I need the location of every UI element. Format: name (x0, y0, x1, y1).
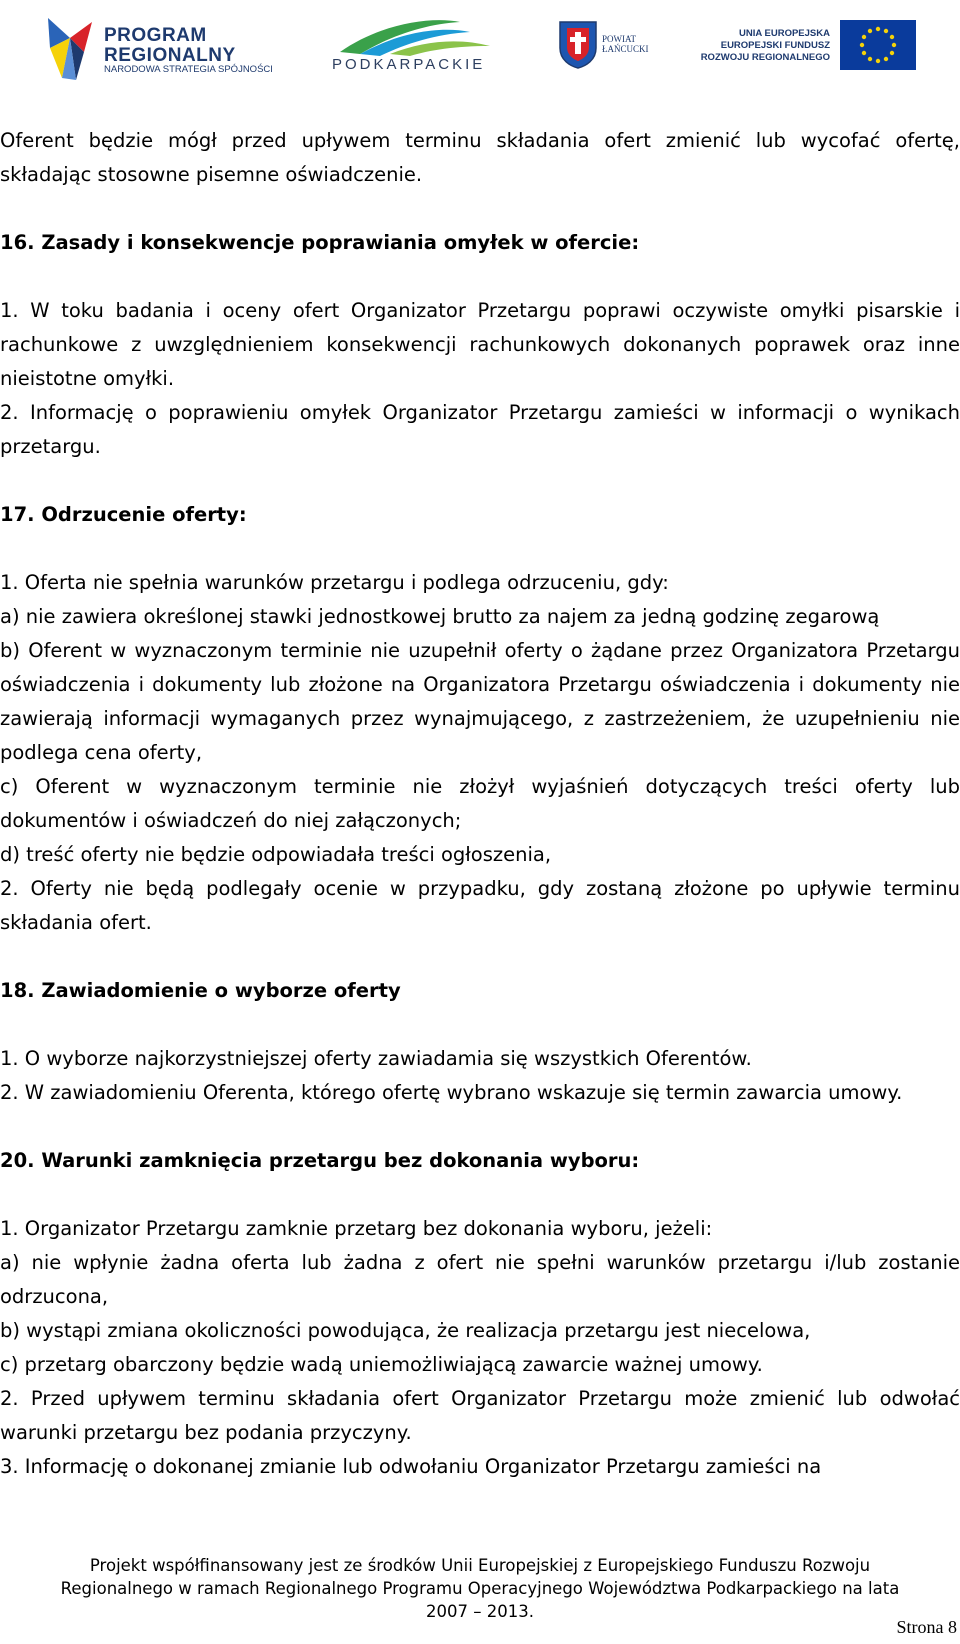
program-regionalny-logo (40, 8, 280, 84)
section-17-item-a: a) nie zawiera określonej stawki jednostkowej brutto za najem za jedną godzinę zegarową (0, 605, 880, 628)
section-16-title: 16. Zasady i konsekwencje poprawiania omyłek w ofercie: (0, 231, 640, 254)
paragraph-withdraw-offer: Oferent będzie mógł przed upływem terminu składania ofert zmienić lub wycofać ofertę, składając stosowne pisemne oświadczenie. (0, 129, 960, 186)
eu-flag-icon (840, 20, 916, 70)
program-logo-line3: NARODOWA STRATEGIA SPÓJNOŚCI (104, 64, 273, 75)
footer-line-3: 2007 – 2013. (426, 1602, 534, 1621)
page-number: Strona 8 (896, 1617, 957, 1637)
podkarpackie-waves-icon (330, 18, 500, 58)
page-header (0, 0, 960, 100)
coat-of-arms-icon (558, 20, 598, 70)
section-17-item-1: 1. Oferta nie spełnia warunków przetargu i podlega odrzuceniu, gdy: (0, 571, 669, 594)
section-20-item-2: 2. Przed upływem terminu składania ofert Organizator Przetargu może zmienić lub odwołać warunki przetargu bez podania przyczyny. (0, 1387, 960, 1444)
powiat-logo-line1: POWIAT (602, 34, 636, 44)
page-footer (0, 1554, 960, 1623)
program-logo-line1: PROGRAM (104, 25, 207, 46)
section-16-item-2: 2. Informację o poprawieniu omyłek Organizator Przetargu zamieści w informacji o wynikach przetargu. (0, 401, 960, 458)
powiat-logo-line2: ŁAŃCUCKI (602, 44, 649, 54)
podkarpackie-logo (330, 18, 500, 74)
powiat-lancucki-logo (558, 18, 668, 74)
eu-logo-line1: UNIA EUROPEJSKA (739, 28, 830, 39)
section-18-item-1: 1. O wyborze najkorzystniejszej oferty zawiadamia się wszystkich Oferentów. (0, 1047, 752, 1070)
section-20-item-b: b) wystąpi zmiana okoliczności powodująca, że realizacja przetargu jest niecelowa, (0, 1319, 811, 1342)
section-20-item-3: 3. Informację o dokonanej zmianie lub odwołaniu Organizator Przetargu zamieści na (0, 1455, 822, 1478)
section-20-item-c: c) przetarg obarczony będzie wadą uniemożliwiającą zawarcie ważnej umowy. (0, 1353, 763, 1376)
program-regionalny-star-icon (40, 8, 100, 84)
section-17-item-2: 2. Oferty nie będą podlegały ocenie w przypadku, gdy zostaną złożone po upływie terminu składania ofert. (0, 877, 960, 934)
podkarpackie-logo-text: PODKARPACKIE (332, 56, 486, 73)
section-20-item-a: a) nie wpłynie żadna oferta lub żadna z ofert nie spełni warunków przetargu i/lub zostanie odrzucona, (0, 1251, 960, 1308)
footer-line-2: Regionalnego w ramach Regionalnego Programu Operacyjnego Województwa Podkarpackiego na lata (60, 1579, 900, 1598)
section-18-title: 18. Zawiadomienie o wyborze oferty (0, 979, 401, 1002)
footer-line-1: Projekt współfinansowany jest ze środków Unii Europejskiej z Europejskiego Funduszu Rozwoju (89, 1556, 871, 1575)
section-17-item-d: d) treść oferty nie będzie odpowiadała treści ogłoszenia, (0, 843, 552, 866)
eu-fund-logo (700, 20, 920, 76)
section-18-item-2: 2. W zawiadomieniu Oferenta, którego ofertę wybrano wskazuje się termin zawarcia umowy. (0, 1081, 903, 1104)
document-body (0, 124, 960, 1484)
section-20-item-1: 1. Organizator Przetargu zamknie przetarg bez dokonania wyboru, jeżeli: (0, 1217, 713, 1240)
section-17-item-c: c) Oferent w wyznaczonym terminie nie złożył wyjaśnień dotyczących treści oferty lub dokumentów i oświadczeń do niej załączonych; (0, 775, 960, 832)
section-17-title: 17. Odrzucenie oferty: (0, 503, 247, 526)
program-logo-line2: REGIONALNY (104, 45, 236, 66)
section-16-item-1: 1. W toku badania i oceny ofert Organizator Przetargu poprawi oczywiste omyłki pisarskie i rachunkowe z uwzględnieniem konsekwencji rachunkowych dokonanych poprawek oraz inne nieistotne omyłki. (0, 299, 960, 390)
section-17-item-b: b) Oferent w wyznaczonym terminie nie uzupełnił oferty o żądane przez Organizatora Przetargu oświadczenia i dokumenty lub złożone na Organizatora Przetargu oświadczenia i dokumenty nie zawierają informacji wymaganych przez wynajmującego, z zastrzeżeniem, że uzupełnieniu nie podlega cena oferty, (0, 639, 960, 764)
eu-logo-line3: ROZWOJU REGIONALNEGO (700, 52, 830, 63)
eu-logo-line2: EUROPEJSKI FUNDUSZ (720, 40, 830, 51)
section-20-title: 20. Warunki zamknięcia przetargu bez dokonania wyboru: (0, 1149, 640, 1172)
